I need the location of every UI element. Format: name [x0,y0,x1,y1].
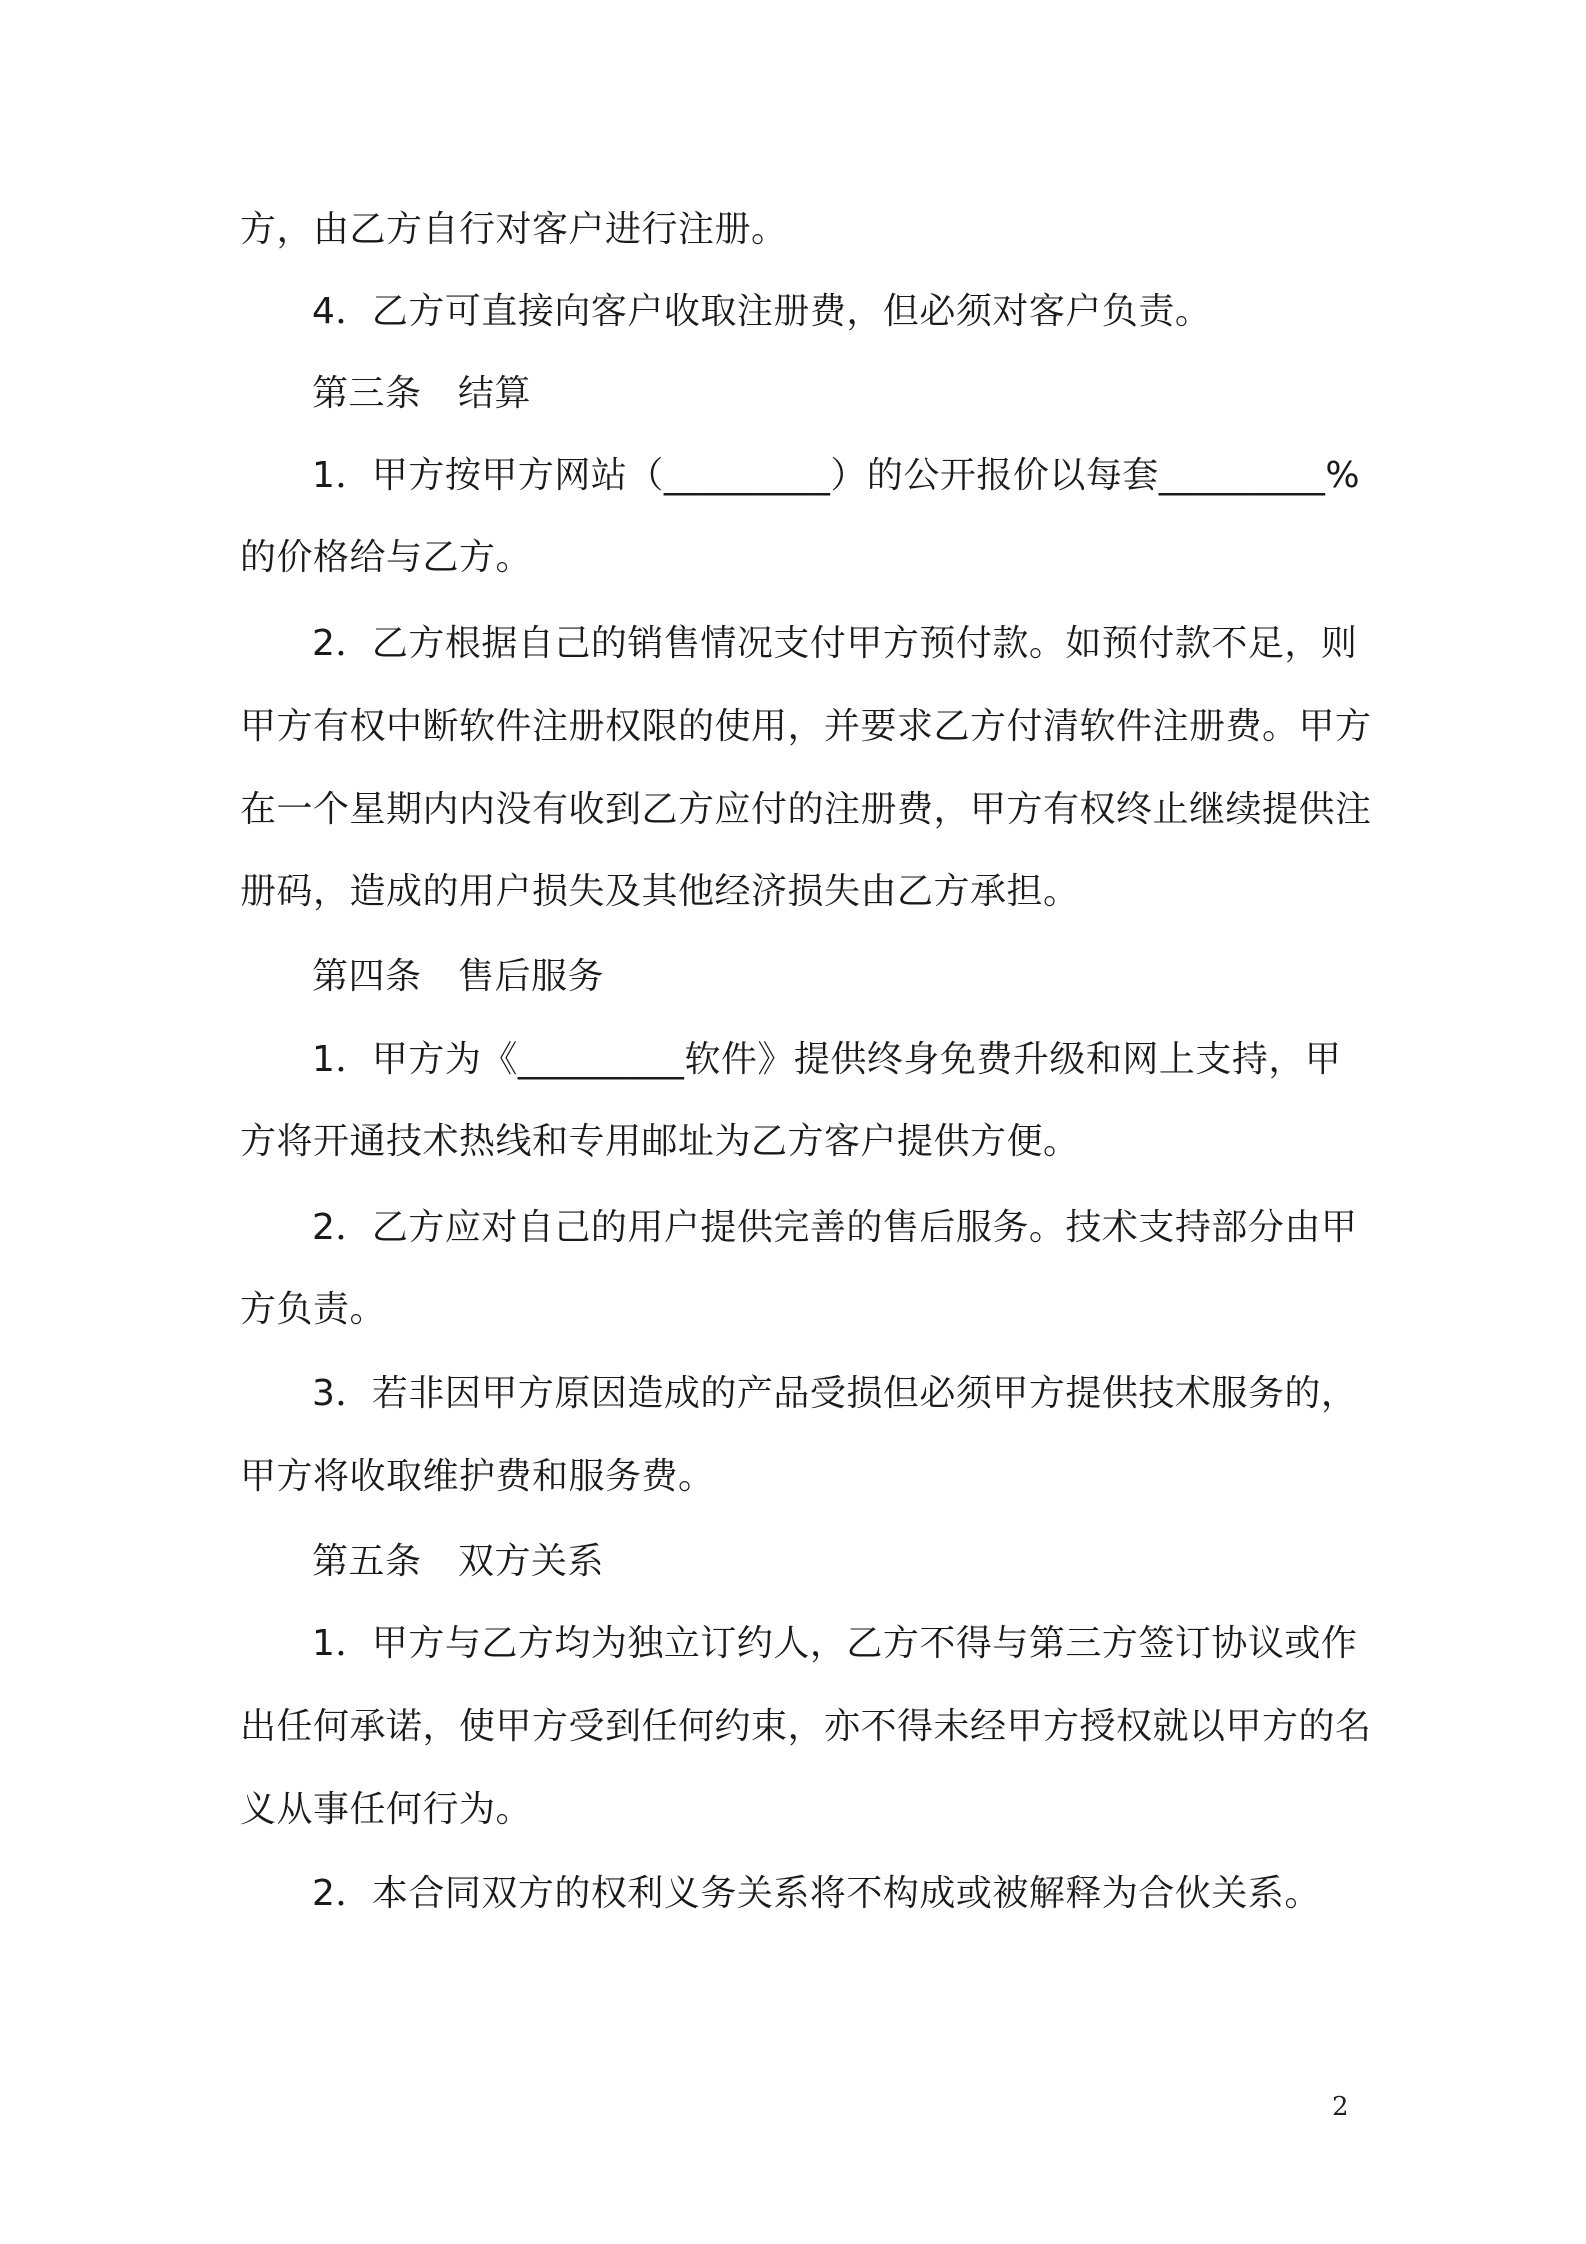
paragraph-line: 出任何承诺，使甲方受到任何约束，亦不得未经甲方授权就以甲方的名 [240,1706,1372,1747]
paragraph-line: 甲方将收取维护费和服务费。 [240,1456,715,1497]
section-heading: 第五条 双方关系 [312,1541,605,1582]
section-heading: 第四条 售后服务 [312,956,605,997]
paragraph-line: 册码，造成的用户损失及其他经济损失由乙方承担。 [240,871,1080,912]
paragraph-line: 3．若非因甲方原因造成的产品受损但必须甲方提供技术服务的， [312,1373,1358,1414]
paragraph-line: 1．甲方为《_________软件》提供终身免费升级和网上支持，甲 [312,1039,1342,1080]
paragraph-line: 2．乙方应对自己的用户提供完善的售后服务。技术支持部分由甲 [312,1207,1358,1248]
paragraph-line: 方负责。 [240,1289,387,1330]
paragraph-line: 甲方有权中断软件注册权限的使用，并要求乙方付清软件注册费。甲方 [240,706,1372,747]
paragraph-line: 的价格给与乙方。 [240,537,533,578]
page-number: 2 [1332,2092,1349,2122]
paragraph-line: 义从事任何行为。 [240,1789,533,1830]
paragraph-line: 方，由乙方自行对客户进行注册。 [240,209,788,250]
paragraph-line: 方将开通技术热线和专用邮址为乙方客户提供方便。 [240,1121,1080,1162]
paragraph-line: 1．甲方按甲方网站（_________）的公开报价以每套_________% [312,455,1361,496]
paragraph-line: 4．乙方可直接向客户收取注册费，但必须对客户负责。 [312,291,1212,332]
paragraph-line: 在一个星期内内没有收到乙方应付的注册费，甲方有权终止继续提供注 [240,789,1372,830]
paragraph-line: 1．甲方与乙方均为独立订约人，乙方不得与第三方签订协议或作 [312,1623,1358,1664]
paragraph-line: 2．乙方根据自己的销售情况支付甲方预付款。如预付款不足，则 [312,623,1358,664]
paragraph-line: 2．本合同双方的权利义务关系将不构成或被解释为合伙关系。 [312,1873,1321,1914]
section-heading: 第三条 结算 [312,373,532,414]
